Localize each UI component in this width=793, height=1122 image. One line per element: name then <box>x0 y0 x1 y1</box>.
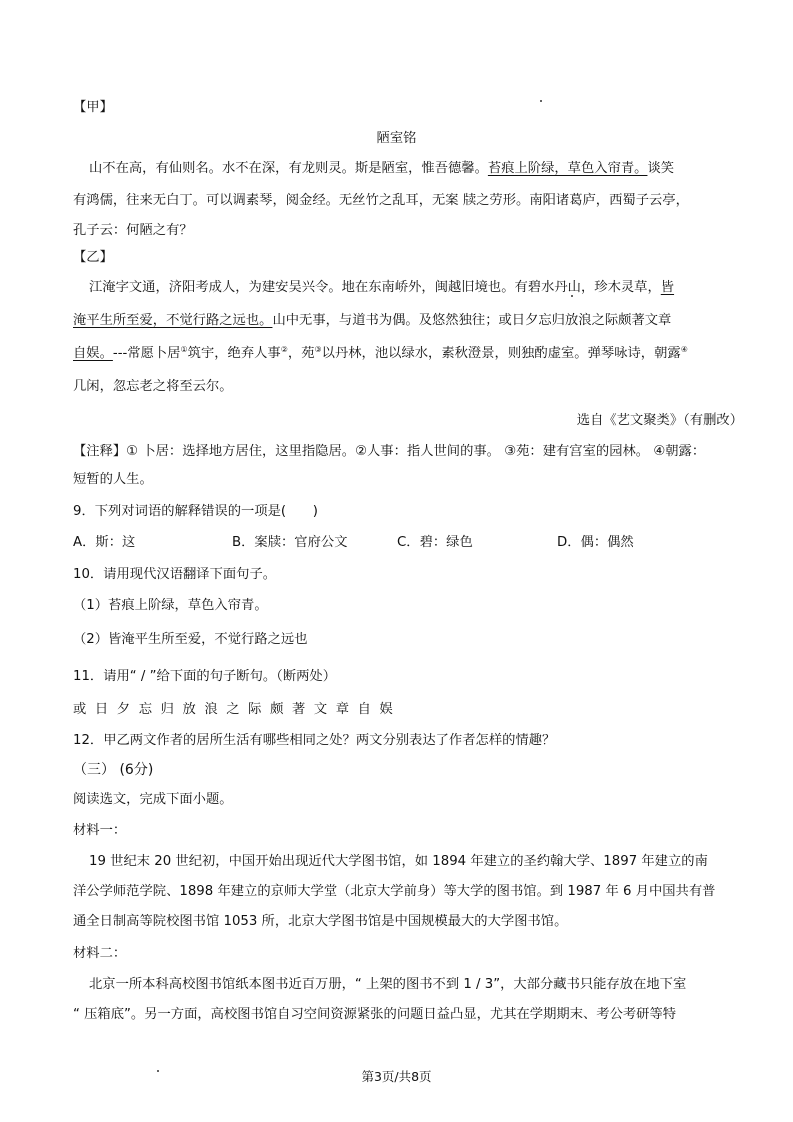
section-instruction: 阅读选文，完成下面小题。 <box>73 792 233 807</box>
section-yi-heading: 【乙】 <box>73 250 113 265</box>
question-10-stem: 10．请用现代汉语翻译下面句子。 <box>73 567 277 582</box>
sentence-to-punctuate: 或日夕忘归放浪之际颇著文章自娱 <box>73 702 402 717</box>
underlined-sentence: 皆 <box>660 280 675 295</box>
footnote-marker: ③ <box>314 345 322 354</box>
material-2-label: 材料二： <box>73 946 127 961</box>
section-3-heading: （三） (6分) <box>73 762 154 778</box>
section-jia-heading: 【甲】 <box>73 100 113 115</box>
page-number: 第3页/共8页 <box>361 1069 432 1084</box>
scan-speck <box>157 1070 159 1072</box>
yi-paragraph-line: 江淹字文通，济阳考成人，为建安吴兴令。地在东南峤外，闽越旧境也。有碧水丹山，珍木灵草，皆 <box>89 280 675 295</box>
poem-title: 陋室铭 <box>376 131 417 146</box>
option-a: A．斯：这 <box>73 535 136 550</box>
footnote-marker: ① <box>180 345 188 354</box>
underlined-sentence: 自娱。 <box>73 346 113 361</box>
question-10-item: （2）皆淹平生所至爱，不觉行路之远也 <box>73 632 308 647</box>
footnote-marker: ② <box>280 345 288 354</box>
question-10-item: （1）苔痕上阶绿，草色入帘青。 <box>73 598 268 613</box>
yi-paragraph-line: 自娱。---常愿卜居①筑宇，绝弃人事②，苑③以丹林，池以绿水，素秋澄景，则独酌虚室。弹琴咏诗，朝露④ <box>73 345 688 361</box>
jia-paragraph-line: 孔子云：何陋之有？ <box>73 223 193 238</box>
material-1-label: 材料一： <box>73 823 127 838</box>
jia-paragraph-line: 有鸿儒，往来无白丁。可以调素琴，阅金经。无丝竹之乱耳，无案 牍之劳形。南阳诸葛庐，西蜀子云亭， <box>73 193 689 208</box>
material-1-line: 19 世纪末 20 世纪初，中国开始出现近代大学图书馆，如 1894 年建立的圣约翰大学、1897 年建立的南 <box>89 854 708 869</box>
annotation-line: 短暂的人生。 <box>73 472 153 487</box>
annotation-line: 【注释】① 卜居：选择地方居住，这里指隐居。②人事：指人世间的事。 ③苑：建有宫室的园林。 ④朝露： <box>73 444 706 459</box>
underlined-sentence: 淹平生所至爱，不觉行路之远也。 <box>73 313 273 328</box>
footnote-marker: ④ <box>680 345 688 354</box>
scan-speck <box>571 295 573 297</box>
material-2-line: 北京一所本科高校图书馆纸本图书近百万册，“ 上架的图书不到 1 / 3”，大部分藏书只能存放在地下室 <box>89 977 687 992</box>
question-9-stem: 9．下列对词语的解释错误的一项是( ) <box>73 504 318 519</box>
underlined-sentence: 苔痕上阶绿，草色入帘青。 <box>487 161 648 176</box>
scan-speck <box>540 100 542 102</box>
question-12-stem: 12．甲乙两文作者的居所生活有哪些相同之处？两文分别表达了作者怎样的情趣？ <box>73 733 556 748</box>
option-c: C．碧：绿色 <box>397 535 473 550</box>
source-citation: 选自《艺文聚类》（有删改） <box>576 413 743 428</box>
question-11-stem: 11．请用“ / ”给下面的句子断句。（断两处） <box>73 669 337 684</box>
material-1-line: 通全日制高等院校图书馆 1053 所，北京大学图书馆是中国规模最大的大学图书馆。 <box>73 914 568 929</box>
material-2-line: “ 压箱底”。另一方面，高校图书馆自习空间资源紧张的问题日益凸显，尤其在学期期末、考公考研等特 <box>73 1007 677 1022</box>
yi-paragraph-line: 淹平生所至爱，不觉行路之远也。山中无事，与道书为偶。及悠然独往；或日夕忘归放浪之际颇著文章 <box>73 313 672 328</box>
yi-paragraph-line: 几闲，忽忘老之将至云尔。 <box>73 379 233 394</box>
option-b: B．案牍：官府公文 <box>232 535 348 550</box>
material-1-line: 洋公学师范学院、1898 年建立的京师大学堂（北京大学前身）等大学的图书馆。到 1987 年 6 月中国共有普 <box>73 884 716 899</box>
jia-paragraph-line: 山不在高，有仙则名。水不在深，有龙则灵。斯是陋室，惟吾德馨。苔痕上阶绿，草色入帘青。谈笑 <box>89 161 675 176</box>
option-d: D．偶：偶然 <box>557 535 634 550</box>
